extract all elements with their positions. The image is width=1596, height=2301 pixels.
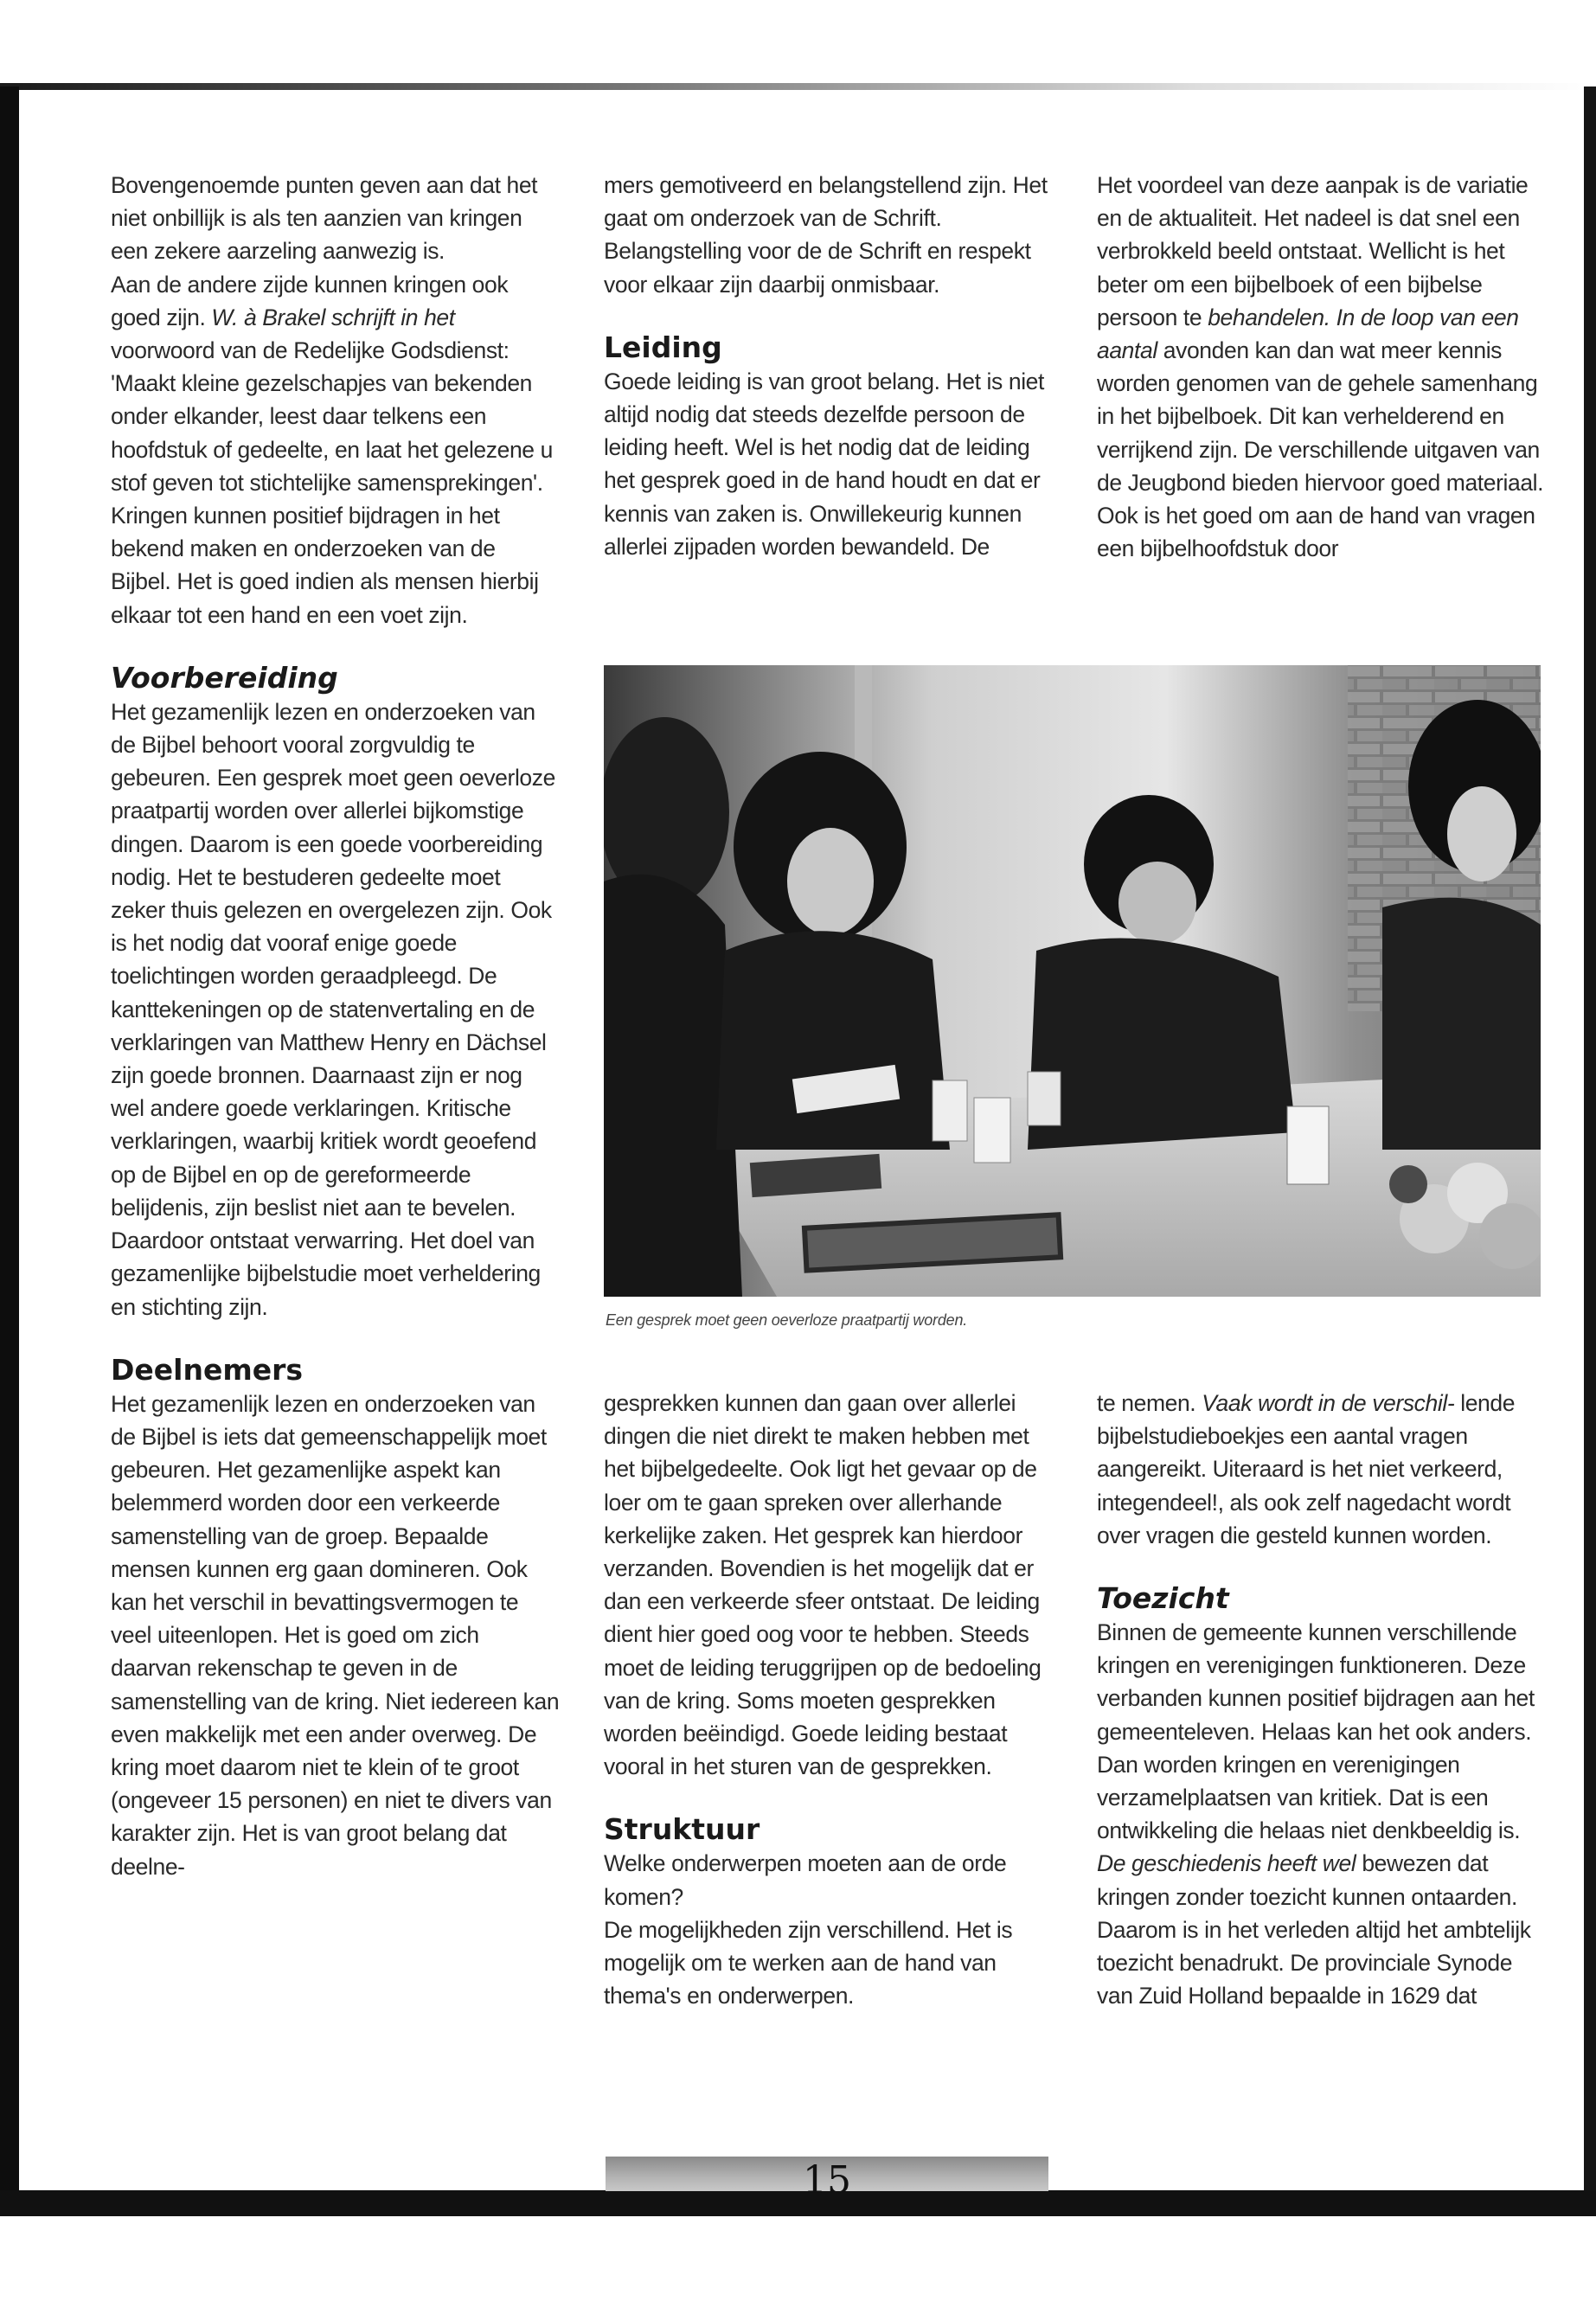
column-2-bottom	[604, 1387, 1052, 2012]
heading-struktuur: Struktuur	[604, 1812, 760, 1847]
paragraph-aanpak	[1097, 169, 1547, 565]
column-3-bottom	[1097, 1387, 1547, 2012]
scan-edge-top	[0, 83, 1596, 90]
paragraph-intro: Bovengenoemde punten geven aan dat het niet onbillijk is als ten aanzien van kringen een zekere aarzeling aanwezig is.	[111, 172, 538, 265]
paragraph-struktuur-question: Welke onderwerpen moeten aan de orde komen?	[604, 1850, 1007, 1910]
paragraph-struktuur: De mogelijkheden zijn verschillend. Het is mogelijk om te werken aan de hand van thema's en onderwerpen.	[604, 1916, 1013, 2009]
paragraph-gesprekken: gesprekken kunnen dan gaan over allerlei dingen die niet direkt te maken hebben met het bijbelgedeelte. Ook ligt het gevaar op de loer om te gaan spreken over allerhande kerkelijke zaken. Het gesprek kan hierdoor verzanden. Bovendien is het mogelijk dat er dan een verkeerde sfeer ontstaat. De leiding dient hier goed oog voor te hebben. Steeds moet de leiding teruggrijpen op de bedoeling van de kring. Soms moeten gesprekken worden beëindigd. Goede leiding bestaat vooral in het sturen van de gesprekken.	[604, 1390, 1042, 1780]
group-bible-study-photo	[604, 665, 1541, 1297]
heading-leiding: Leiding	[604, 330, 722, 364]
paragraph-brakel	[111, 268, 561, 499]
paragraph-brakel-start: Aan de andere zijde kunnen kringen ook goed zijn.	[111, 271, 509, 330]
paragraph-voorbereiding: Het gezamenlijk lezen en onderzoeken van de Bijbel behoort vooral zorgvuldig te gebeuren. Een gesprek moet geen oeverloze praatpartij worden over allerlei bijkomstige dingen. Daarom is een goede voorbereiding nodig. Het te bestuderen gedeelte moet zeker thuis gelezen en overgelezen zijn. Ook is het nodig dat vooraf enige goede toelichtingen worden geraadpleegd. De kanttekeningen op de statenvertaling en de verklaringen van Matthew Henry en Dächsel zijn goede bronnen. Daarnaast zijn er nog wel andere goede verklaringen. Kritische verklaringen, waarbij kritiek wordt geoefend op de Bijbel en op de gereformeerde belijdenis, zijn beslist niet aan te bevelen. Daardoor ontstaat verwarring. Het doel van gezamenlijke bijbelstudie moet verheldering en stichting zijn.	[111, 698, 555, 1320]
paragraph-aanpak-end: avonden kan dan wat meer kennis worden genomen van de gehele samenhang in het bijbelboek. Dit kan verhelderend en verrijkend zijn. De verschillende uitgaven van de Jeugbond bieden hiervoor goed materiaal. Ook is het goed om aan de hand van vragen een bijbelhoofdstuk door	[1097, 337, 1544, 562]
page-number-bar	[606, 2157, 1048, 2202]
scan-edge-right	[1584, 87, 1596, 2214]
paragraph-toezicht-end: bewezen dat kringen zonder toezicht kunnen ontaarden. Daarom is in het verleden altijd het ambtelijk toezicht benadrukt. De provinciale Synode van Zuid Holland bepaalde in 1629 dat	[1097, 1850, 1531, 2009]
paragraph-deelnemers: Het gezamenlijk lezen en onderzoeken van de Bijbel is iets dat gemeenschappelijk moet gebeuren. Het gezamenlijke aspekt kan belemmerd worden door een verkeerde samenstelling van de groep. Bepaalde mensen kunnen erg gaan domineren. Ook kan het verschil in bevattingsvermogen te veel uiteenlopen. Het is goed om zich daarvan rekenschap te geven in de samenstelling van de kring. Niet iedereen kan even makkelijk met een ander overweg. De kring moet daarom niet te klein of te groot (ongeveer 15 personen) en niet te divers van karakter zijn. Het is van groot belang dat deelne-	[111, 1390, 560, 1880]
page-number: 15	[803, 2158, 851, 2202]
column-3-top	[1097, 169, 1547, 565]
column-1	[111, 169, 561, 1883]
paragraph-toezicht	[1097, 1616, 1547, 2012]
heading-voorbereiding: Voorbereiding	[111, 660, 338, 695]
paragraph-leiding: Goede leiding is van groot belang. Het is niet altijd nodig dat steeds dezelfde persoon de leiding heeft. Wel is het nodig dat de leiding het gesprek goed in de hand houdt en dat er kennis van zaken is. Onwillekeurig kunnen allerlei zijpaden worden bewandeld. De	[604, 368, 1044, 560]
paragraph-vragen-start: te nemen.	[1097, 1390, 1196, 1416]
paragraph-vragen-italic: Vaak wordt in de verschil-	[1202, 1390, 1455, 1416]
photo-illustration	[604, 665, 1541, 1297]
paragraph-vragen-end: lende bijbelstudieboekjes een aantal vragen aangereikt. Uiteraard is het niet verkeerd, integendeel!, als ook zelf nagedacht wordt over vragen die gesteld kunnen worden.	[1097, 1390, 1516, 1548]
paragraph-aanpak-start: Het voordeel van deze aanpak is de variatie en de aktualiteit. Het nadeel is dat snel een verbrokkeld beeld ontstaat. Wellicht is het beter om een bijbelboek of een bijbelse persoon te	[1097, 172, 1529, 330]
heading-toezicht: Toezicht	[1097, 1581, 1229, 1616]
paragraph-brakel-italic: W. à Brakel schrijft in het	[211, 304, 455, 330]
paragraph-vragen	[1097, 1387, 1547, 1552]
paragraph-deelnemers-cont: mers gemotiveerd en belangstellend zijn. Het gaat om onderzoek van de Schrift. Belangstelling voor de de Schrift en respekt voor elkaar zijn daarbij onmisbaar.	[604, 172, 1048, 298]
column-2-top	[604, 169, 1052, 563]
heading-deelnemers: Deelnemers	[111, 1352, 304, 1387]
scan-edge-left	[0, 87, 19, 2214]
paragraph-bijbel: Kringen kunnen positief bijdragen in het bekend maken en onderzoeken van de Bijbel. Het is goed indien als mensen hierbij elkaar tot een hand en een voet zijn.	[111, 503, 539, 628]
paragraph-aanpak-italic: behandelen. In de loop van een aantal	[1097, 304, 1519, 364]
photo-caption: Een gesprek moet geen oeverloze praatpartij worden.	[606, 1311, 968, 1329]
paragraph-toezicht-start: Binnen de gemeente kunnen verschillende kringen en verenigingen funktioneren. Deze verbanden kunnen positief bijdragen aan het gemeenteleven. Helaas kan het ook anders. Dan worden kringen en verenigingen verzamelplaatsen van kritiek. Dat is een ontwikkeling die helaas niet denkbeeldig is.	[1097, 1619, 1535, 1844]
paragraph-toezicht-italic: De geschiedenis heeft wel	[1097, 1850, 1356, 1877]
paragraph-brakel-end: voorwoord van de Redelijke Godsdienst: 'Maakt kleine gezelschapjes van bekenden onder elkander, leest daar telkens een hoofdstuk of gedeelte, en laat het gelezene u stof geven tot stichtelijke samensprekingen'.	[111, 337, 553, 496]
